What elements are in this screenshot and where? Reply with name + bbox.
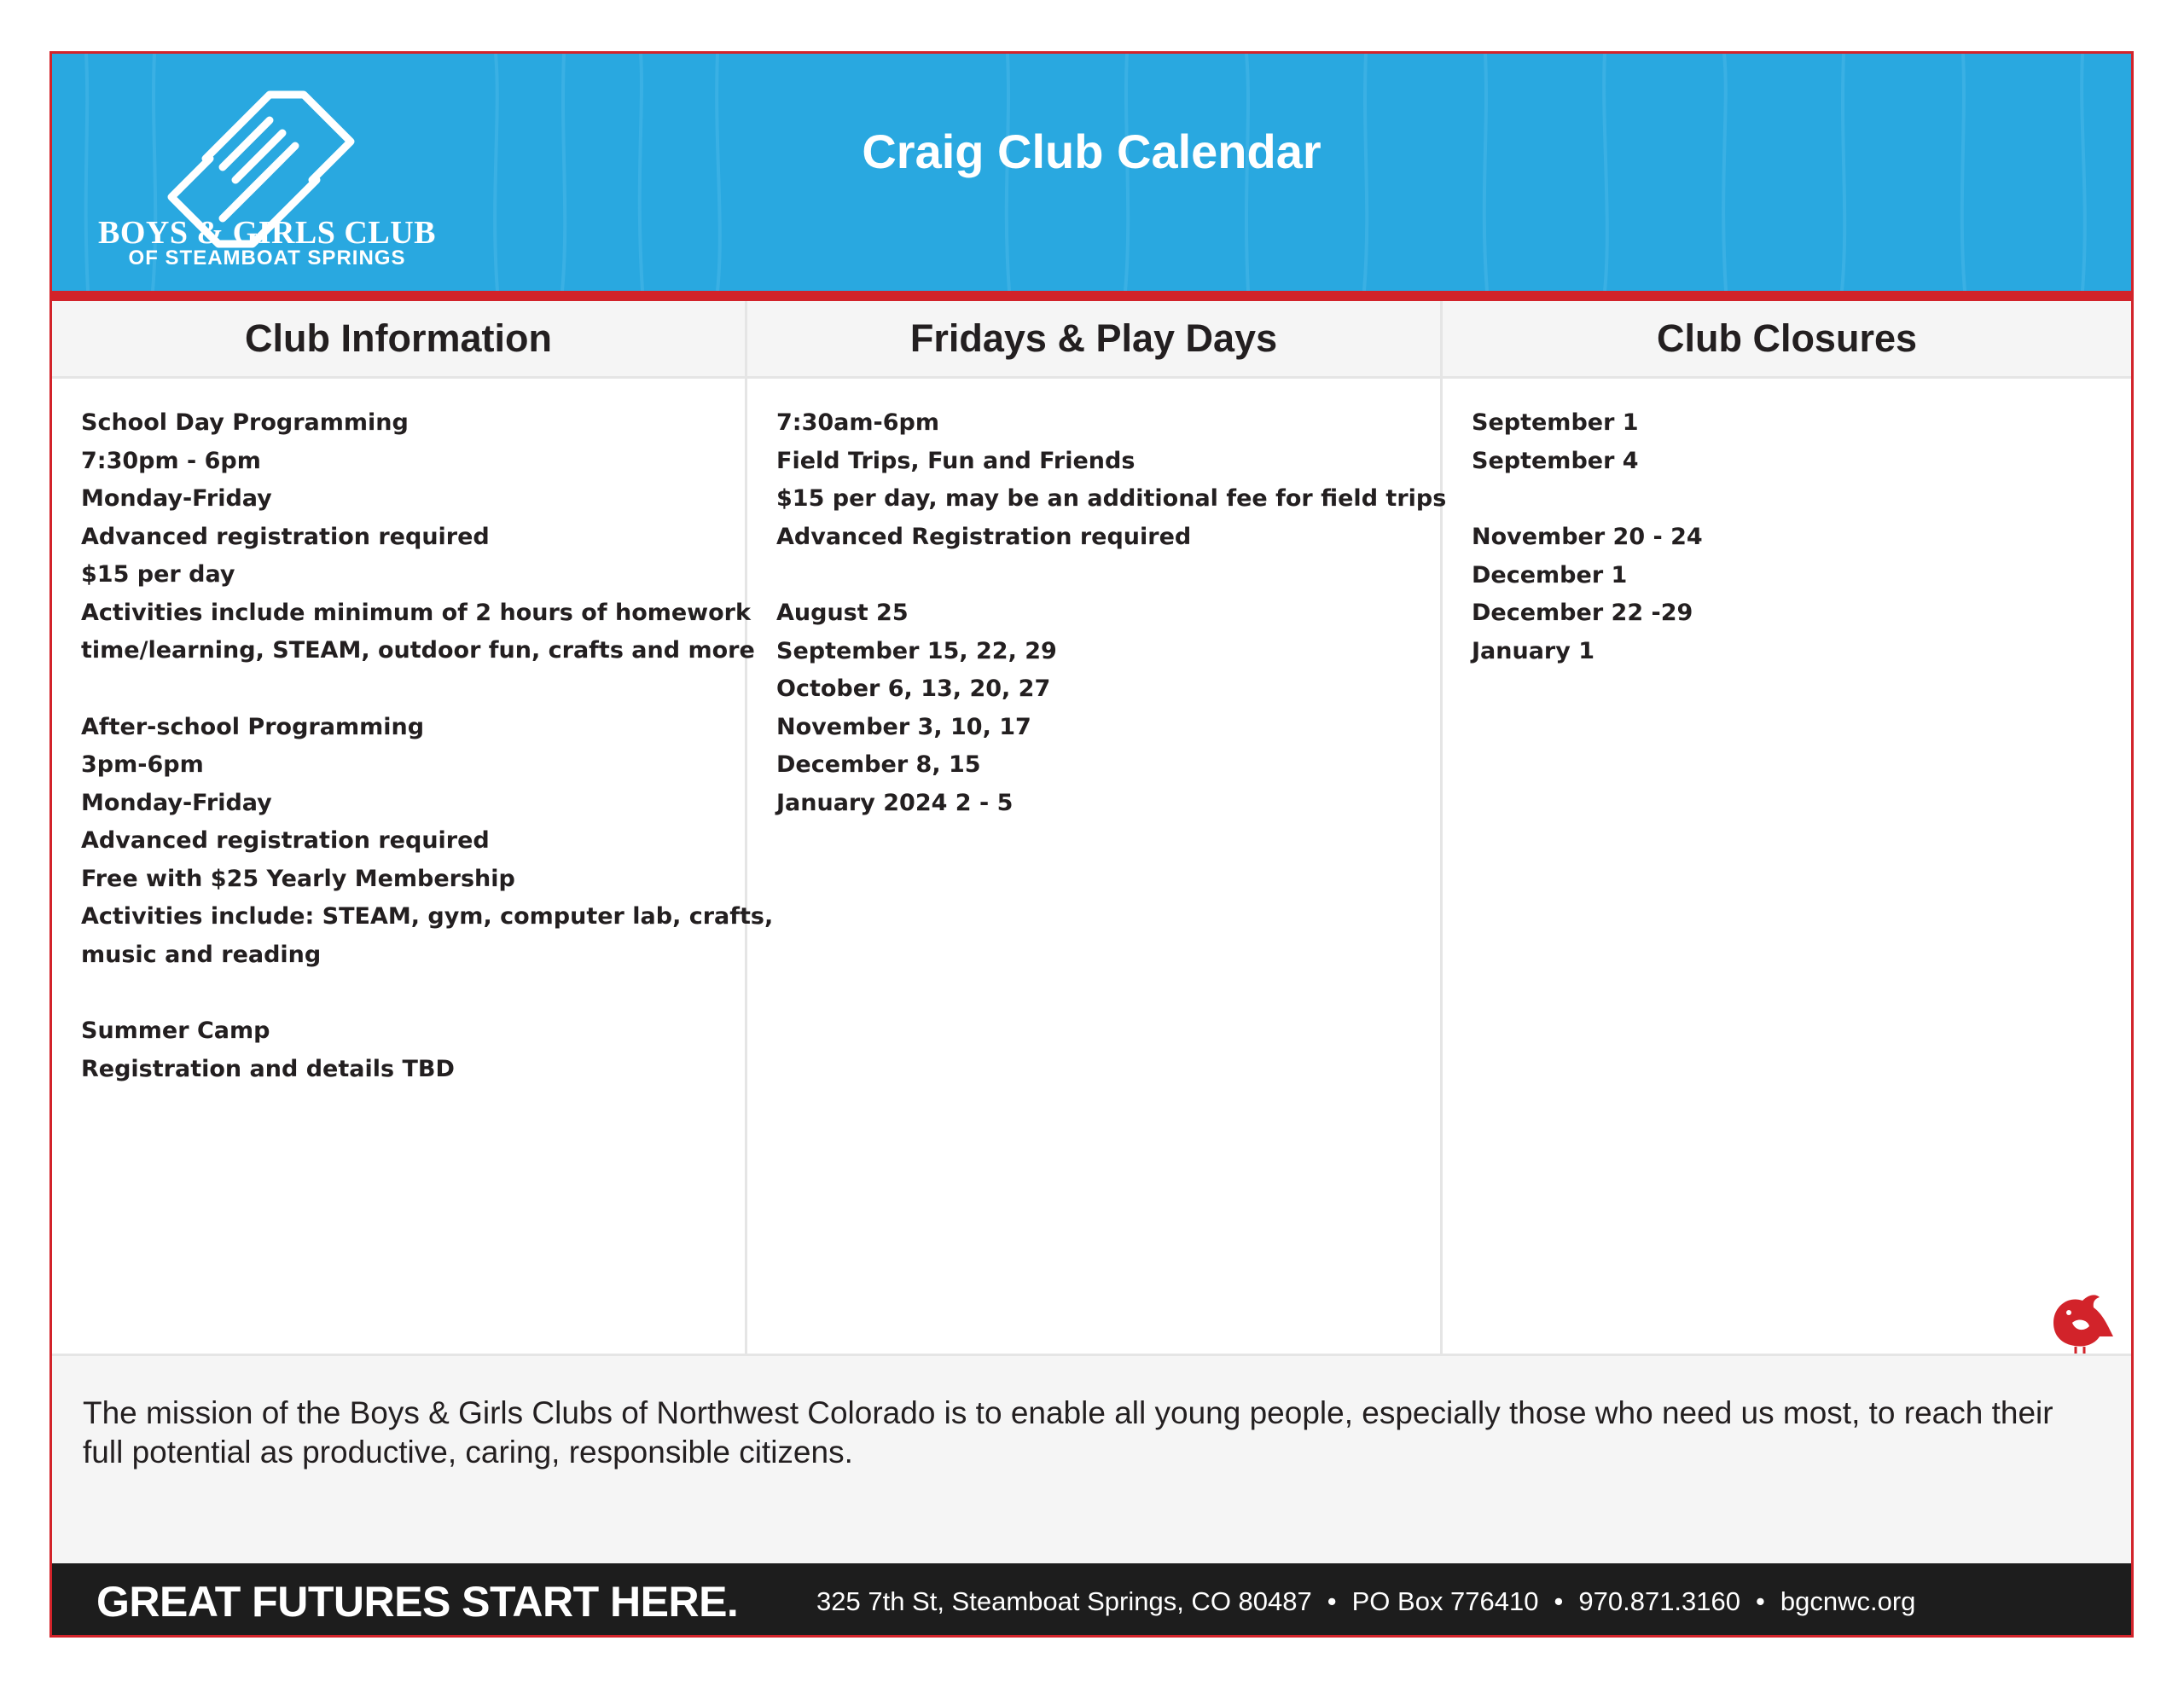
info-line: August 25	[776, 600, 909, 626]
footer-contact	[816, 1586, 1915, 1617]
info-line: $15 per day	[81, 561, 235, 588]
paragraph-gap	[776, 556, 1440, 594]
info-line: 3pm-6pm	[81, 751, 204, 778]
page-title: Craig Club Calendar	[862, 125, 1321, 178]
footer-phone[interactable]: 970.871.3160	[1578, 1586, 1741, 1616]
info-line: Monday-Friday	[81, 485, 272, 512]
info-columns	[52, 301, 2131, 1354]
info-line: After-school Programming	[81, 713, 425, 740]
separator-dot: •	[1554, 1586, 1564, 1616]
info-line: November 20 - 24	[1472, 524, 1703, 550]
info-line: Activities include: STEAM, gym, computer lab, crafts,	[81, 903, 774, 930]
column-body	[747, 379, 1447, 822]
info-line: Monday-Friday	[81, 789, 272, 816]
separator-dot: •	[1327, 1586, 1337, 1616]
footer-po-box: PO Box 776410	[1351, 1586, 1539, 1616]
club-closures-column	[1443, 301, 2131, 1354]
info-line: January 2024 2 - 5	[776, 789, 1014, 816]
info-line: School Day Programming	[81, 409, 409, 436]
footer-website-link[interactable]: bgcnwc.org	[1780, 1586, 1916, 1616]
info-line: September 1	[1472, 409, 1639, 436]
info-line: 7:30am-6pm	[776, 409, 939, 436]
info-line: Free with $25 Yearly Membership	[81, 865, 515, 892]
info-line: December 1	[1472, 561, 1628, 588]
info-line: 7:30pm - 6pm	[81, 447, 261, 474]
info-line: December 22 -29	[1472, 600, 1693, 626]
fridays-play-days-column	[747, 301, 1447, 1354]
logo-subtitle: OF STEAMBOAT SPRINGS	[128, 246, 406, 270]
info-line: Advanced registration required	[81, 827, 490, 854]
footer-bar	[52, 1563, 2131, 1638]
info-line: December 8, 15	[776, 751, 981, 778]
club-information-column	[52, 301, 774, 1354]
footer-tagline: GREAT FUTURES START HERE.	[96, 1578, 739, 1626]
info-line: November 3, 10, 17	[776, 713, 1031, 740]
logo-name: BOYS & GIRLS CLUB	[98, 215, 436, 251]
header-divider	[52, 291, 2131, 301]
info-line: Advanced registration required	[81, 523, 490, 550]
column-body	[1443, 379, 2131, 670]
info-line: October 6, 13, 20, 27	[776, 675, 1051, 702]
info-line: January 1	[1472, 637, 1595, 664]
column-heading: Club Information	[52, 301, 745, 379]
mission-statement-panel	[52, 1354, 2131, 1563]
info-line: time/learning, STEAM, outdoor fun, crafts and more	[81, 637, 755, 664]
column-body	[52, 379, 774, 1088]
info-line: September 15, 22, 29	[776, 637, 1057, 664]
footer-address: 325 7th St, Steamboat Springs, CO 80487	[816, 1586, 1312, 1616]
info-line: Summer Camp	[81, 1017, 270, 1044]
mission-statement: The mission of the Boys & Girls Clubs of Northwest Colorado is to enable all young people, especially those who need us most, to reach their full potential as productive, caring, responsible citizens.	[83, 1395, 2053, 1470]
info-line: $15 per day, may be an additional fee for field trips	[776, 485, 1447, 512]
paragraph-gap	[81, 670, 745, 709]
info-line: Field Trips, Fun and Friends	[776, 447, 1136, 474]
column-heading: Club Closures	[1443, 301, 2131, 379]
calendar-page	[49, 51, 2134, 1638]
info-line: Advanced Registration required	[776, 523, 1192, 550]
info-line: Activities include minimum of 2 hours of homework	[81, 599, 751, 626]
info-line: September 4	[1472, 447, 1639, 474]
paragraph-gap	[81, 974, 745, 1012]
info-line: music and reading	[81, 941, 322, 968]
column-heading: Fridays & Play Days	[747, 301, 1440, 379]
info-line: Registration and details TBD	[81, 1055, 455, 1082]
paragraph-gap	[1472, 480, 2131, 519]
separator-dot: •	[1756, 1586, 1765, 1616]
header-banner	[52, 54, 2131, 291]
